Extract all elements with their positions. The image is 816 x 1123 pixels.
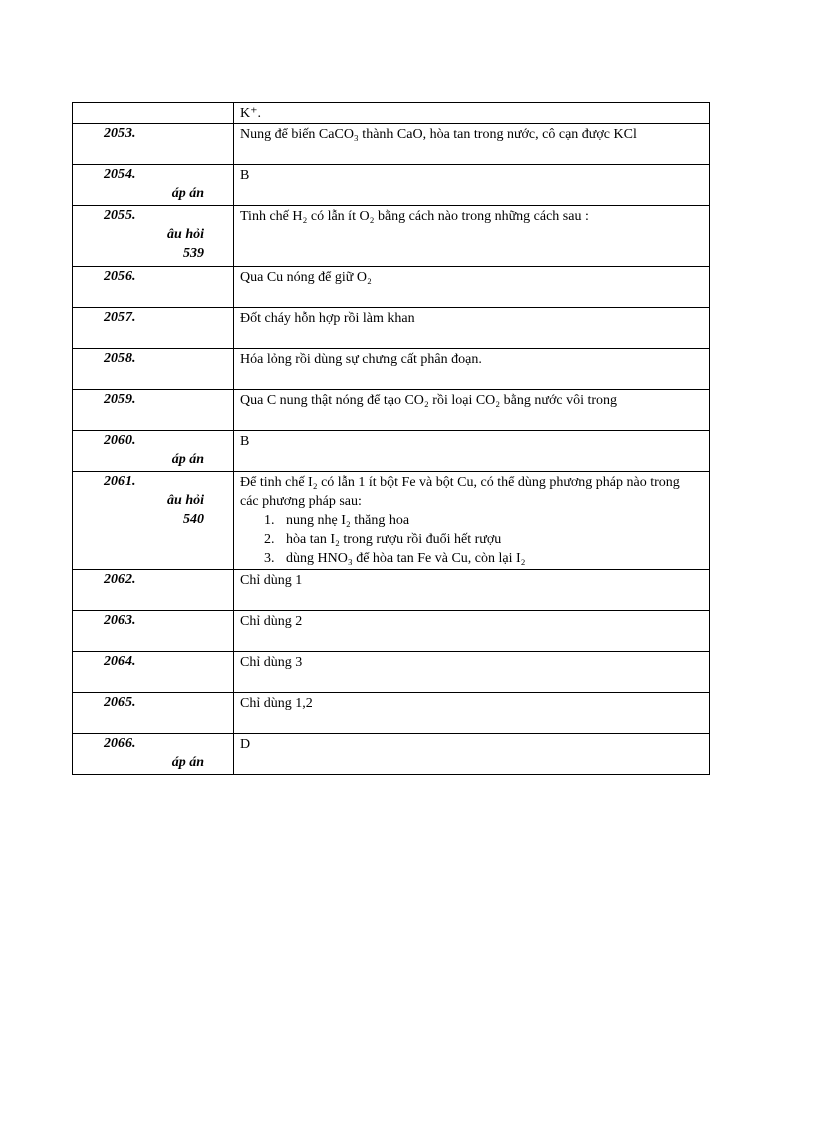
row-number: 2058. [104,351,136,366]
table-row [73,431,710,472]
row-number-cell [73,103,234,124]
table-row [73,611,710,652]
table-row [73,472,710,570]
table-row [73,390,710,431]
row-number: 2060. [104,433,136,448]
row-number-cell [73,570,234,611]
question-label: âu hỏi [167,227,204,242]
row-text: Chỉ dùng 3 [234,652,710,693]
question-table [72,102,710,775]
row-number: 2057. [104,310,136,325]
row-number: 2055. [104,208,136,223]
row-number-cell [73,472,234,570]
row-number-cell [73,165,234,206]
row-text: Qua C nung thật nóng để tạo CO₂ rồi loại CO₂ bằng nước vôi trong [234,390,710,431]
list-item [264,511,709,530]
row-text: Chỉ dùng 2 [234,611,710,652]
row-text: B [234,165,710,206]
question-number: 540 [183,512,204,527]
table-row [73,206,710,267]
row-number-cell [73,611,234,652]
list-item [264,530,709,549]
row-number: 2056. [104,269,136,284]
option-index: 3. [264,551,275,566]
table-row [73,308,710,349]
question-text: Để tinh chế I₂ có lẫn 1 ít bột Fe và bột Cu, có thể dùng phương pháp nào trong [240,475,680,490]
row-number: 2062. [104,572,136,587]
option-label: nung nhẹ I₂ thăng hoa [286,513,410,528]
row-number-cell [73,308,234,349]
row-number-cell [73,390,234,431]
table-row [73,693,710,734]
row-text: Chỉ dùng 1 [234,570,710,611]
row-number-cell [73,206,234,267]
row-number-cell [73,734,234,775]
answer-label: áp án [171,186,204,201]
question-number: 539 [183,246,204,261]
row-number-cell [73,267,234,308]
row-number: 2065. [104,695,136,710]
table-row [73,103,710,124]
option-index: 2. [264,532,275,547]
row-text: D [234,734,710,775]
row-number-cell [73,349,234,390]
row-number: 2054. [104,167,136,182]
table-row [73,267,710,308]
option-label: dùng HNO₃ để hòa tan Fe và Cu, còn lại I₂ [286,551,526,566]
row-number: 2064. [104,654,136,669]
table-row [73,570,710,611]
row-text: Đốt cháy hỗn hợp rồi làm khan [234,308,710,349]
question-text-cont: các phương pháp sau: [240,494,362,509]
table-row [73,349,710,390]
row-number-cell [73,124,234,165]
table-row [73,652,710,693]
table-row [73,734,710,775]
option-list [240,511,709,568]
row-text: B [234,431,710,472]
option-label: hòa tan I₂ trong rượu rồi đuổi hết rượu [286,532,502,547]
row-number: 2059. [104,392,136,407]
answer-label: áp án [171,452,204,467]
option-index: 1. [264,513,275,528]
row-number-cell [73,652,234,693]
question-label: âu hỏi [167,493,204,508]
row-text: K⁺. [234,103,710,124]
answer-label: áp án [171,755,204,770]
row-number-cell [73,693,234,734]
list-item [264,549,709,568]
row-text: Qua Cu nóng để giữ O₂ [234,267,710,308]
row-number-cell [73,431,234,472]
row-number: 2063. [104,613,136,628]
row-number: 2053. [104,126,136,141]
table-row [73,124,710,165]
row-text: Chỉ dùng 1,2 [234,693,710,734]
row-text: Tinh chế H₂ có lẫn ít O₂ bằng cách nào trong những cách sau : [234,206,710,267]
row-number: 2066. [104,736,136,751]
table-row [73,165,710,206]
row-number: 2061. [104,474,136,489]
row-text-block [234,472,710,570]
row-text: Hóa lỏng rồi dùng sự chưng cất phân đoạn. [234,349,710,390]
row-text: Nung để biến CaCO₃ thành CaO, hòa tan trong nước, cô cạn được KCl [234,124,710,165]
